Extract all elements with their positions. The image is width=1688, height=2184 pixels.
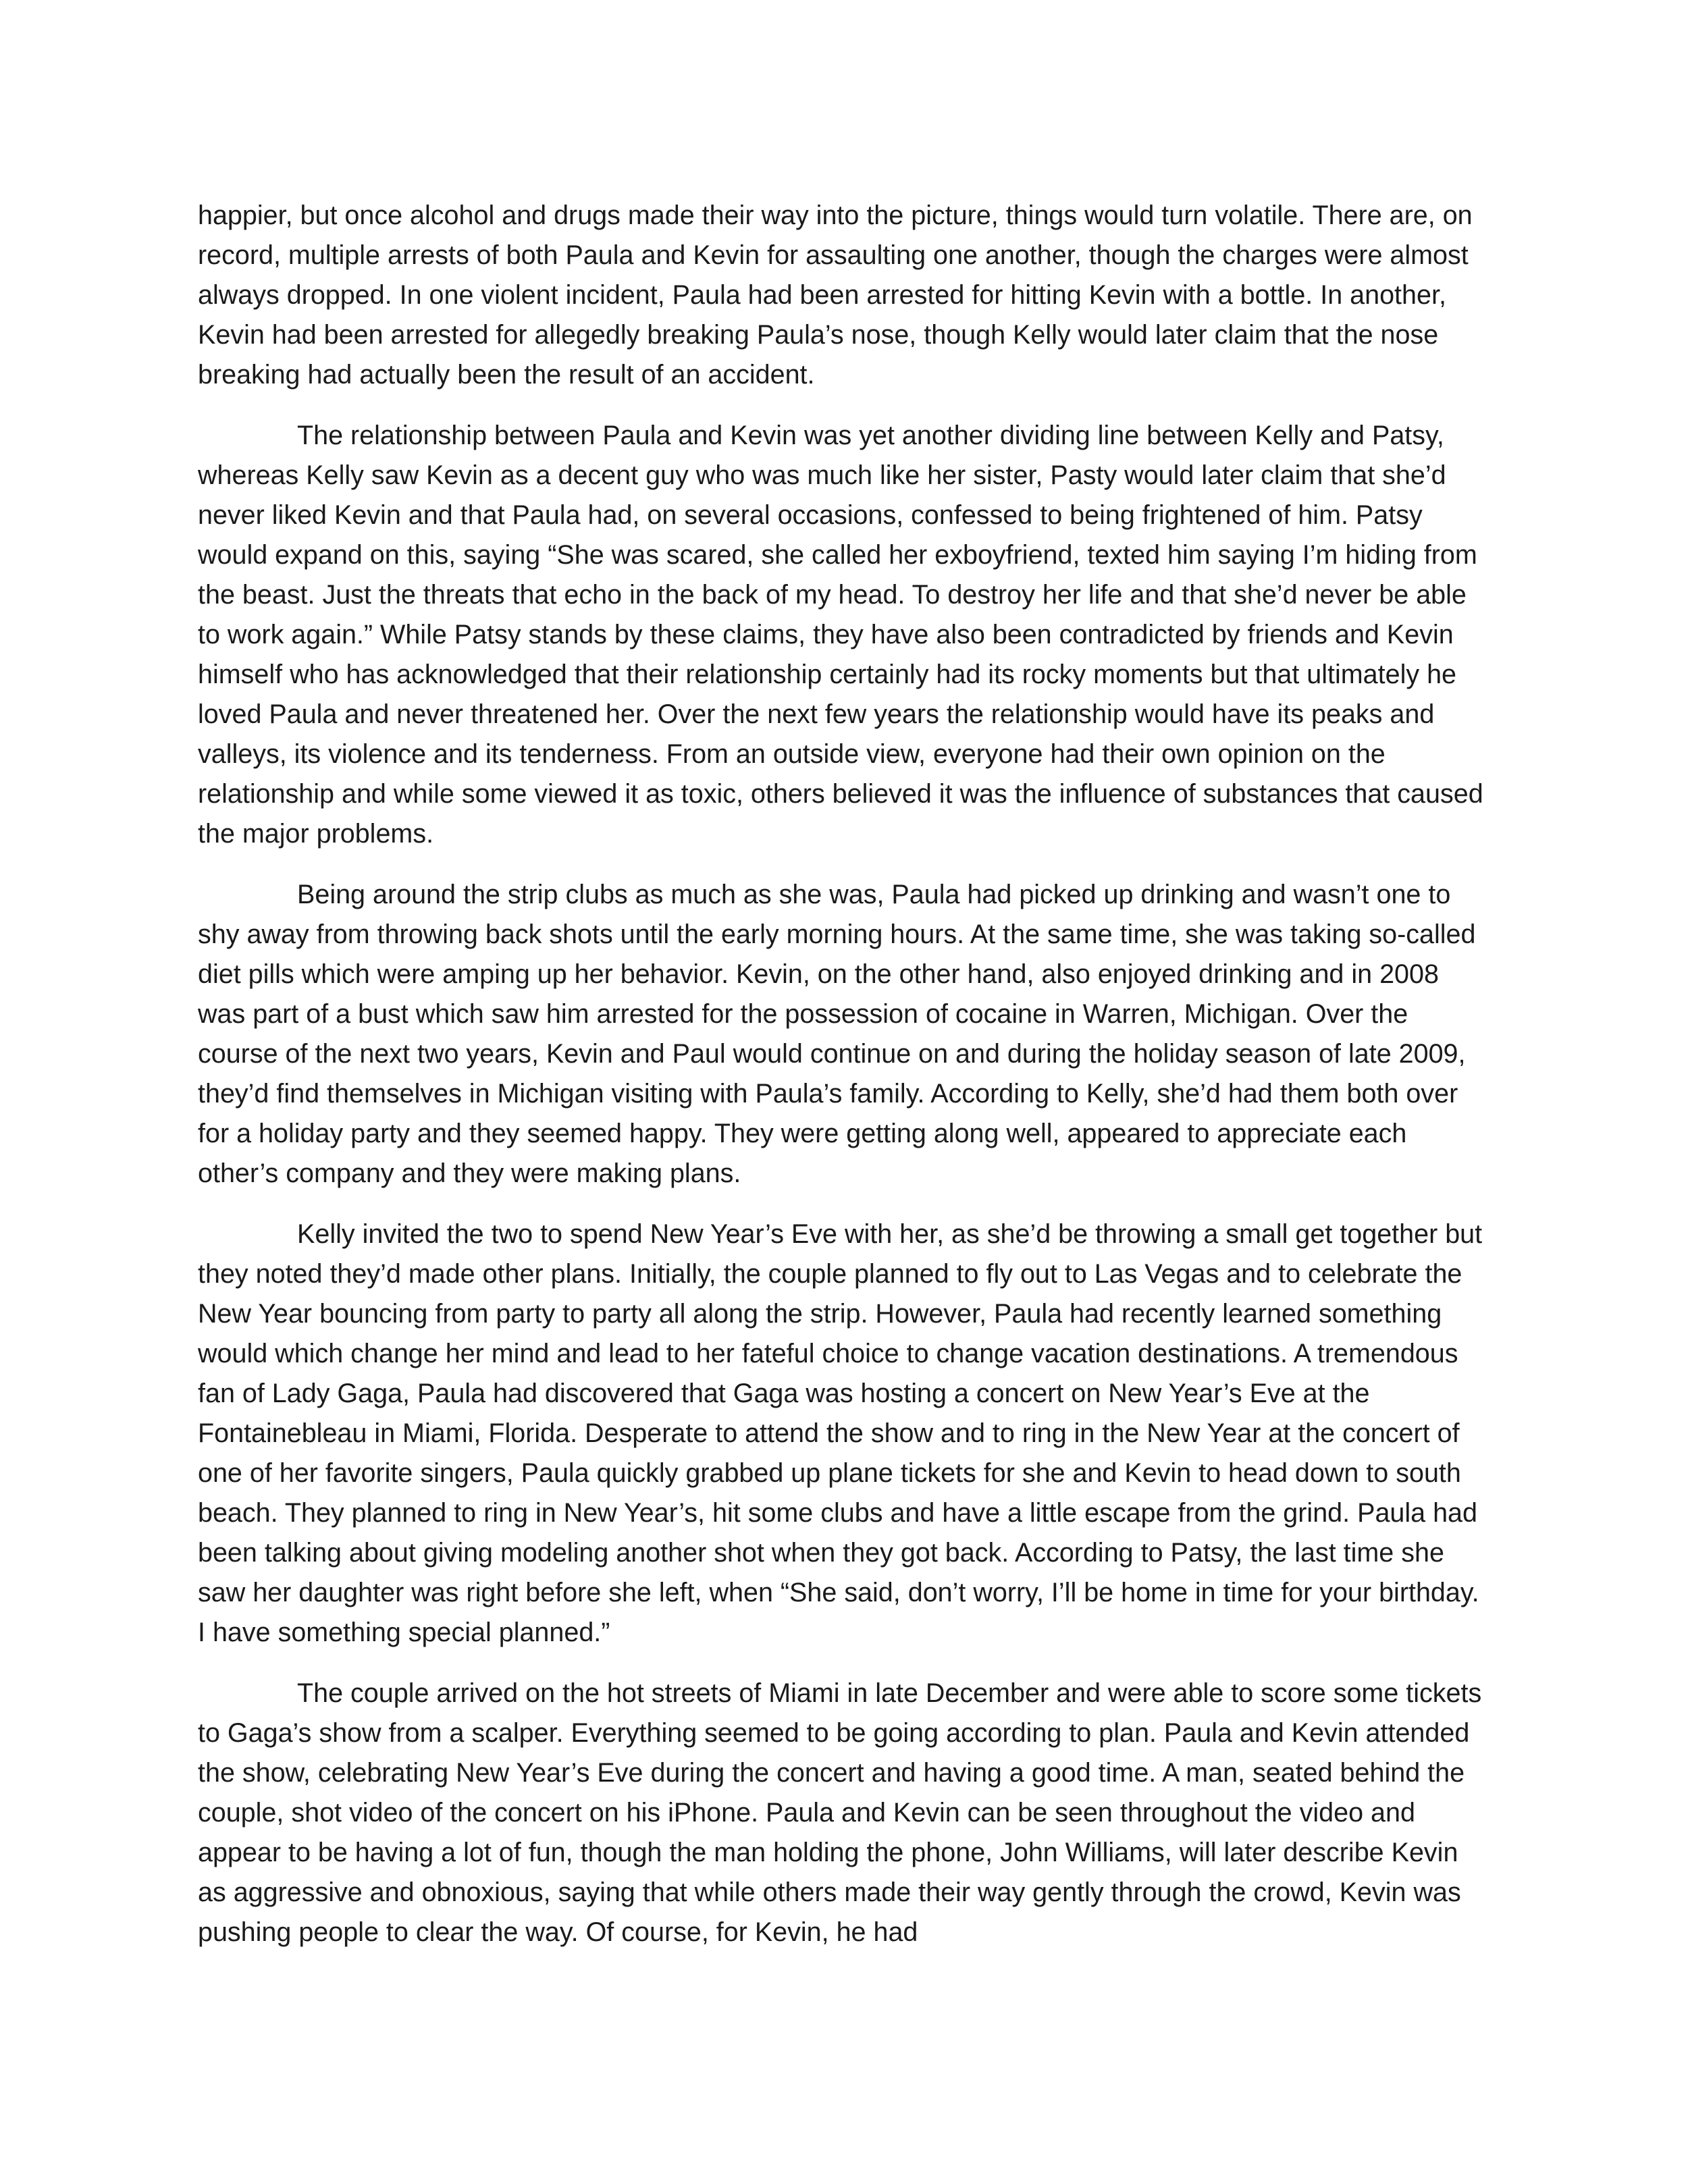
- paragraph-strip-clubs: Being around the strip clubs as much as she was, Paula had picked up drinking and wasn’t one to shy away from throwing back shots until the early morning hours. At the same time, she was taking so-called diet pills which were amping up her behavior. Kevin, on the other hand, also enjoyed drinking and in 2008 was part of a bust which saw him arrested for the possession of cocaine in Warren, Michigan. Over the course of the next two years, Kevin and Paul would continue on and during the holiday season of late 2009, they’d find themselves in Michigan visiting with Paula’s family. According to Kelly, she’d had them both over for a holiday party and they seemed happy. They were getting along well, appeared to appreciate each other’s company and they were making plans.: [198, 880, 1476, 1188]
- paragraph-new-years-eve: Kelly invited the two to spend New Year’s Eve with her, as she’d be throwing a small get together but they noted they’d made other plans. Initially, the couple planned to fly out to Las Vegas and to celebrate the New Year bouncing from party to party all along the strip. However, Paula had recently learned something would which change her mind and lead to her fateful choice to change vacation destinations. A tremendous fan of Lady Gaga, Paula had discovered that Gaga was hosting a concert on New Year’s Eve at the Fontainebleau in Miami, Florida. Desperate to attend the show and to ring in the New Year at the concert of one of her favorite singers, Paula quickly grabbed up plane tickets for she and Kevin to head down to south beach. They planned to ring in New Year’s, hit some clubs and have a little escape from the grind. Paula had been talking about giving modeling another shot when they got back. According to Patsy, the last time she saw her daughter was right before she left, when “She said, don’t worry, I’ll be home in time for your birthday. I have something special planned.”: [198, 1219, 1483, 1647]
- body-text: [198, 196, 1491, 1973]
- paragraph-continuation: happier, but once alcohol and drugs made their way into the picture, things would turn volatile. There are, on record, multiple arrests of both Paula and Kevin for assaulting one another, though the charges were almost always dropped. In one violent incident, Paula had been arrested for hitting Kevin with a bottle. In another, Kevin had been arrested for allegedly breaking Paula’s nose, though Kelly would later claim that the nose breaking had actually been the result of an accident.: [198, 201, 1473, 390]
- paragraph-miami-arrival: The couple arrived on the hot streets of Miami in late December and were able to score some tickets to Gaga’s show from a scalper. Everything seemed to be going according to plan. Paula and Kevin attended the show, celebrating New Year’s Eve during the concert and having a good time. A man, seated behind the couple, shot video of the concert on his iPhone. Paula and Kevin can be seen throughout the video and appear to be having a lot of fun, though the man holding the phone, John Williams, will later describe Kevin as aggressive and obnoxious, saying that while others made their way gently through the crowd, Kevin was pushing people to clear the way. Of course, for Kevin, he had: [198, 1678, 1482, 1947]
- paragraph-relationship: The relationship between Paula and Kevin was yet another dividing line between Kelly and Patsy, whereas Kelly saw Kevin as a decent guy who was much like her sister, Pasty would later claim that she’d never liked Kevin and that Paula had, on several occasions, confessed to being frightened of him. Patsy would expand on this, saying “She was scared, she called her exboyfriend, texted him saying I’m hiding from the beast. Just the threats that echo in the back of my head. To destroy her life and that she’d never be able to work again.” While Patsy stands by these claims, they have also been contradicted by friends and Kevin himself who has acknowledged that their relationship certainly had its rocky moments but that ultimately he loved Paula and never threatened her. Over the next few years the relationship would have its peaks and valleys, its violence and its tenderness. From an outside view, everyone had their own opinion on the relationship and while some viewed it as toxic, others believed it was the influence of substances that caused the major problems.: [198, 421, 1483, 849]
